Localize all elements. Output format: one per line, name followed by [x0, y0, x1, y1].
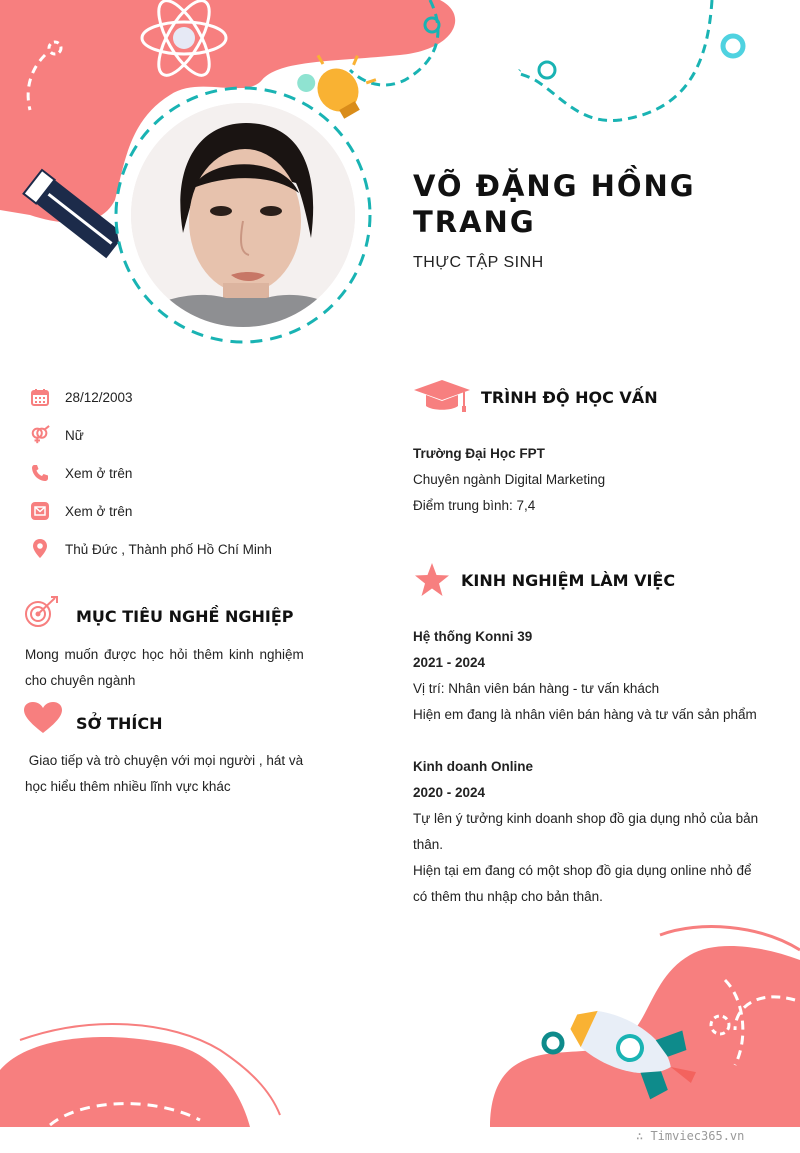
experience-line: Tự lên ý tưởng kinh doanh shop đồ gia dụng nhỏ của bản	[413, 811, 759, 826]
hobbies-line: học hiểu thêm nhiều lĩnh vực khác	[25, 779, 231, 794]
gender-text: Nữ	[65, 427, 84, 443]
experience-item	[413, 624, 757, 728]
experience-line: có thêm thu nhập cho bản thân.	[413, 889, 603, 904]
hobbies-line: Giao tiếp và trò chuyện với mọi người , hát và	[25, 753, 304, 768]
birthday-text: 28/12/2003	[65, 389, 133, 405]
info-gender	[30, 424, 84, 446]
phone-text: Xem ở trên	[65, 465, 133, 481]
email-icon	[30, 501, 50, 521]
candidate-name-line1: VÕ ĐẶNG HỒNG	[413, 169, 696, 203]
objective-line: cho chuyên ngành	[25, 673, 136, 688]
info-birthday	[30, 386, 133, 408]
info-phone	[30, 462, 133, 484]
experience-title: KINH NGHIỆM LÀM VIỆC	[461, 571, 676, 590]
info-address	[30, 538, 272, 560]
info-email	[30, 500, 133, 522]
experience-item	[413, 754, 758, 910]
objective-line: Mong muốn được học hỏi thêm kinh nghiệm	[25, 647, 304, 662]
phone-icon	[30, 463, 50, 483]
education-major: Chuyên ngành Digital Marketing	[413, 472, 606, 487]
objective-text	[25, 642, 304, 694]
experience-company: Kinh doanh Online	[413, 759, 533, 774]
profile-photo-frame	[113, 85, 373, 345]
experience-line: Hiện tại em đang có một shop đồ gia dụng online nhỏ để	[413, 863, 752, 878]
calendar-icon	[30, 387, 50, 407]
location-pin-icon	[30, 539, 50, 559]
experience-period: 2021 - 2024	[413, 655, 486, 670]
footer-decoration	[0, 920, 800, 1153]
candidate-name	[413, 168, 773, 240]
education-details	[413, 441, 605, 519]
experience-line: Hiện em đang là nhân viên bán hàng và tư vấn sản phẩm	[413, 707, 757, 722]
experience-line: thân.	[413, 837, 444, 852]
hobbies-title: SỞ THÍCH	[76, 714, 163, 733]
target-icon	[24, 596, 60, 633]
star-icon	[414, 563, 450, 602]
experience-period: 2020 - 2024	[413, 785, 486, 800]
profile-photo	[131, 103, 355, 327]
address-text: Thủ Đức , Thành phố Hồ Chí Minh	[65, 541, 272, 557]
education-title: TRÌNH ĐỘ HỌC VẤN	[481, 388, 658, 407]
education-school: Trường Đại Học FPT	[413, 446, 545, 461]
experience-line: Vị trí: Nhân viên bán hàng - tư vấn khách	[413, 681, 660, 696]
email-text: Xem ở trên	[65, 503, 133, 519]
graduation-cap-icon	[414, 380, 470, 419]
candidate-role: THỰC TẬP SINH	[413, 254, 544, 271]
footer-brand: ∴ Timviec365.vn	[636, 1129, 745, 1143]
gender-icon	[30, 425, 50, 445]
objective-title: MỤC TIÊU NGHỀ NGHIỆP	[76, 607, 294, 626]
candidate-name-line2: TRANG	[413, 205, 536, 239]
hobbies-text	[25, 748, 303, 800]
education-gpa: Điểm trung bình: 7,4	[413, 498, 536, 513]
experience-company: Hệ thống Konni 39	[413, 629, 533, 644]
heart-icon	[24, 702, 62, 739]
